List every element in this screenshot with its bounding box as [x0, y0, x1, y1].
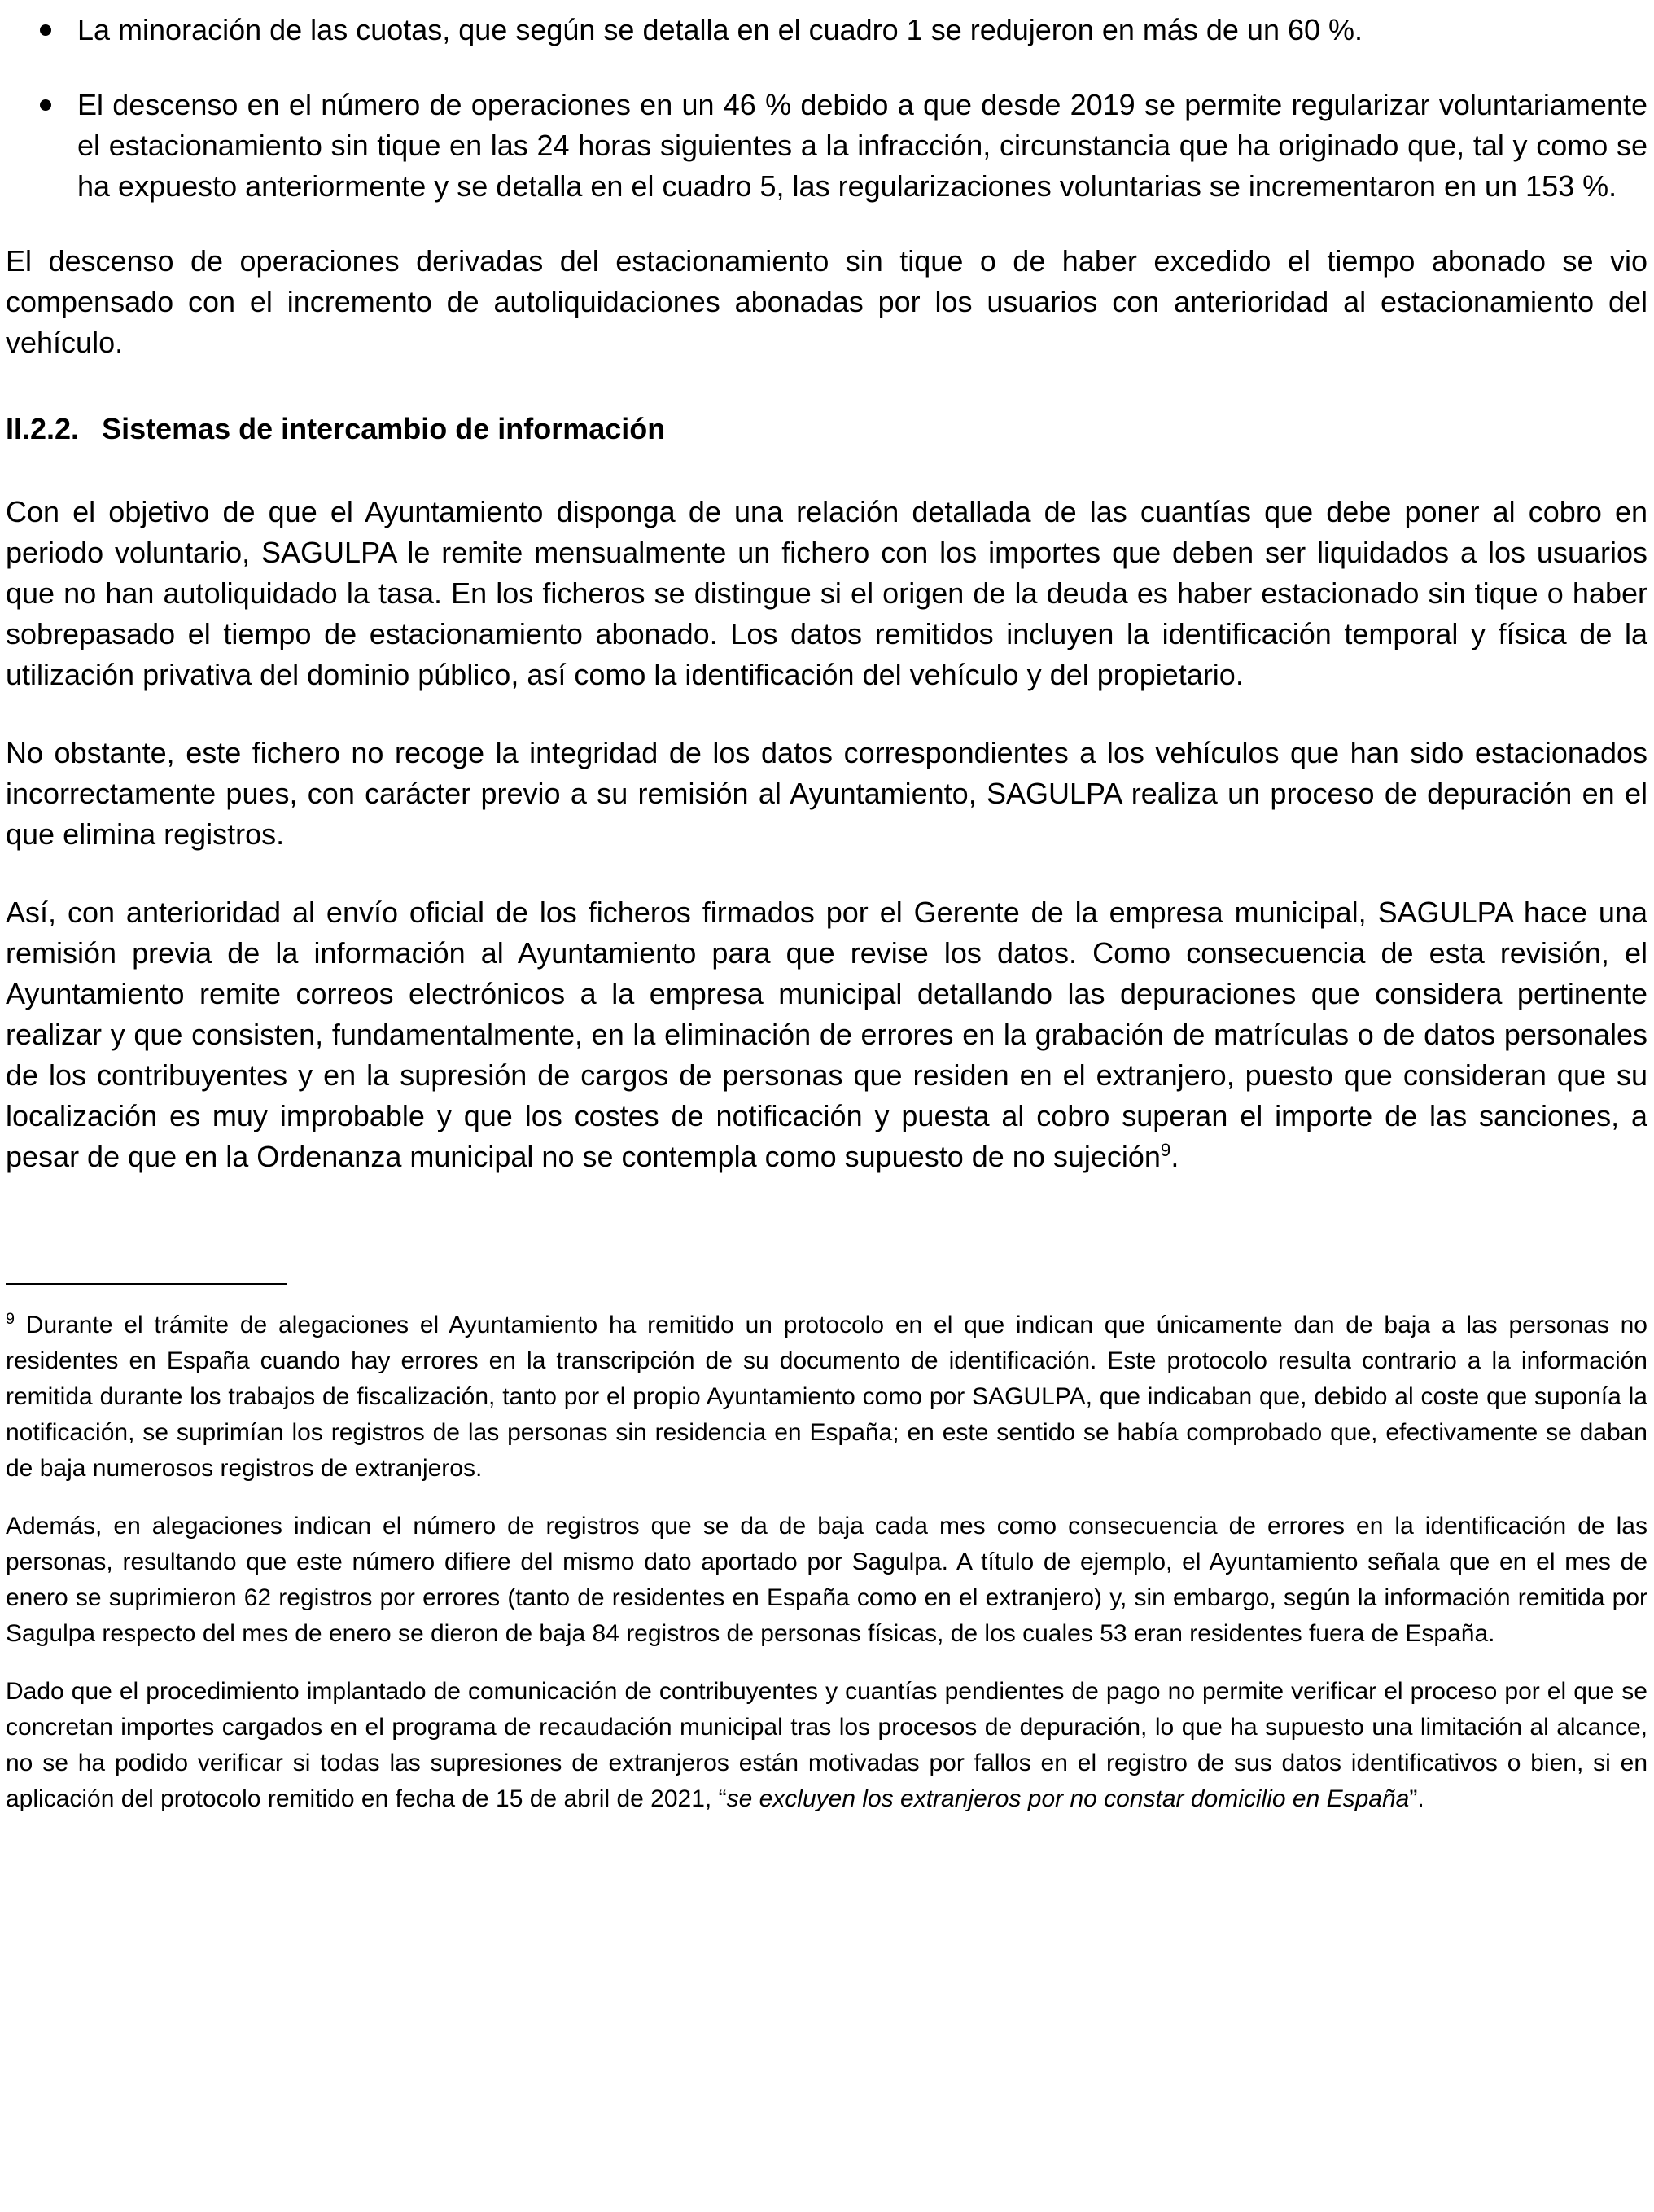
footnote-9-paragraph-3: [6, 1674, 1647, 1817]
main-text-block: [6, 10, 1647, 1177]
footnote-marker-9: 9: [6, 1310, 15, 1328]
footnote-9-text: Durante el trámite de alegaciones el Ayuntamiento ha remitido un protocolo en el que indican que únicamente dan de baja a las personas no residentes en España cuando hay errores en la transcripción de su documento de identificación. Este protocolo resulta contrario a la información remitida durante los trabajos de fiscalización, tanto por el propio Ayuntamiento como por SAGULPA, que indicaban que, debido al coste que suponía la notificación, se suprimían los registros de las personas sin residencia en España; en este sentido se había comprobado que, efectivamente se daban de baja numerosos registros de extranjeros.: [6, 1312, 1647, 1482]
footnote-9-paragraph-1: [6, 1307, 1647, 1487]
section-heading: [6, 409, 1647, 449]
footnote-ref-9: 9: [1160, 1140, 1171, 1160]
bullet-item-descenso-operaciones: [77, 85, 1647, 207]
footnote-9-paragraph-2: Además, en alegaciones indican el número de registros que se da de baja cada mes como consecuencia de errores en la identificación de las personas, resultando que este número difiere del mismo dato aportado por Sagulpa. A título de ejemplo, el Ayuntamiento señala que en el mes de enero se suprimieron 62 registros por errores (tanto de residentes en España como en el extranjero) y, sin embargo, según la información remitida por Sagulpa respecto del mes de enero se dieron de baja 84 registros de personas físicas, de los cuales 53 eran residentes fuera de España.: [6, 1513, 1647, 1647]
bullet-item-text: El descenso en el número de operaciones en un 46 % debido a que desde 2019 se permite regularizar voluntariamente el estacionamiento sin tique en las 24 horas siguientes a la infracción, circunstancia que ha originado que, tal y como se ha expuesto anteriormente y se detalla en el cuadro 5, las regularizaciones voluntarias se incrementaron en un 153 %.: [77, 88, 1647, 203]
paragraph-compensacion: El descenso de operaciones derivadas del estacionamiento sin tique o de haber excedido el tiempo abonado se vio compensado con el incremento de autoliquidaciones abonadas por los usuarios con anterioridad al estacionamiento del vehículo.: [6, 244, 1647, 359]
footnote-9-paragraph-3-quote: se excluyen los extranjeros por no constar domicilio en España: [726, 1785, 1410, 1812]
footnote-9-paragraph-3-start: Dado que el procedimiento implantado de comunicación de contribuyentes y cuantías pendientes de pago no permite verificar el proceso por el que se concretan importes cargados en el programa de recaudación municipal tras los procesos de depuración, lo que ha supuesto una limitación al alcance, no se ha podido verificar si todas las supresiones de extranjeros están motivadas por fallos en el registro de sus datos identificativos o bien, si en aplicación del protocolo remitido en fecha de 15 de abril de 2021, “: [6, 1678, 1647, 1812]
bullet-icon: [40, 24, 51, 36]
paragraph-depuraciones-end: .: [1170, 1140, 1179, 1173]
bullet-list: [6, 10, 1647, 207]
section-heading-number: II.2.2.: [6, 412, 80, 445]
paragraph-depuraciones: [6, 892, 1647, 1177]
footnotes-block: [6, 1307, 1647, 1817]
paragraph-no-obstante: No obstante, este fichero no recoge la integridad de los datos correspondientes a los vehículos que han sido estacionados incorrectamente pues, con carácter previo a su remisión al Ayuntamiento, SAGULPA realiza un proceso de depuración en el que elimina registros.: [6, 736, 1647, 851]
bullet-icon: [40, 99, 51, 111]
section-heading-title: Sistemas de intercambio de información: [102, 412, 666, 445]
bullet-item-text: La minoración de las cuotas, que según se detalla en el cuadro 1 se redujeron en más de un 60 %.: [77, 13, 1363, 46]
bullet-item-minoracion: [77, 10, 1647, 50]
footnote-separator: [6, 1283, 287, 1285]
paragraph-depuraciones-text: Así, con anterioridad al envío oficial de los ficheros firmados por el Gerente de la empresa municipal, SAGULPA hace una remisión previa de la información al Ayuntamiento para que revise los datos. Como consecuencia de esta revisión, el Ayuntamiento remite correos electrónicos a la empresa municipal detallando las depuraciones que considera pertinente realizar y que consisten, fundamentalmente, en la eliminación de errores en la grabación de matrículas o de datos personales de los contribuyentes y en la supresión de cargos de personas que residen en el extranjero, puesto que consideran que su localización es muy improbable y que los costes de notificación y puesta al cobro superan el importe de las sanciones, a pesar de que en la Ordenanza municipal no se contempla como supuesto de no sujeción: [6, 896, 1647, 1173]
footnote-9-paragraph-3-end: ”.: [1409, 1785, 1424, 1812]
paragraph-objetivo-ficheros: Con el objetivo de que el Ayuntamiento disponga de una relación detallada de las cuantías que debe poner al cobro en periodo voluntario, SAGULPA le remite mensualmente un fichero con los importes que deben ser liquidados a los usuarios que no han autoliquidado la tasa. En los ficheros se distingue si el origen de la deuda es haber estacionado sin tique o haber sobrepasado el tiempo de estacionamiento abonado. Los datos remitidos incluyen la identificación temporal y física de la utilización privativa del dominio público, así como la identificación del vehículo y del propietario.: [6, 495, 1647, 691]
